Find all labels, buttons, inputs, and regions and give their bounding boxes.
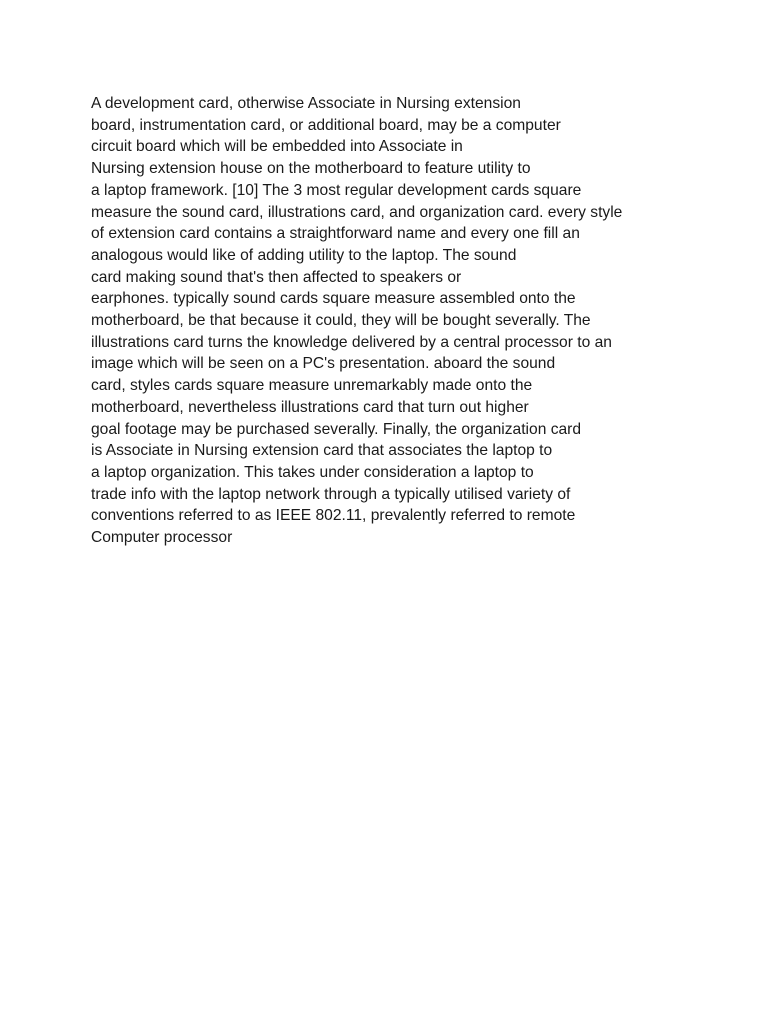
text-line-8: analogous would like of adding utility to the laptop. The sound bbox=[91, 246, 517, 264]
text-line-19: trade info with the laptop network through a typically utilised variety of bbox=[91, 485, 571, 503]
text-line-4: Nursing extension house on the motherboard to feature utility to bbox=[91, 160, 531, 178]
text-line-2: board, instrumentation card, or additional board, may be a computer bbox=[91, 116, 561, 134]
text-line-11: motherboard, be that because it could, they will be bought severally. The bbox=[91, 312, 591, 330]
text-line-18: a laptop organization. This takes under consideration a laptop to bbox=[91, 463, 534, 481]
text-line-17: is Associate in Nursing extension card that associates the laptop to bbox=[91, 442, 553, 460]
text-line-20: conventions referred to as IEEE 802.11, prevalently referred to remote bbox=[91, 507, 576, 525]
text-line-14: card, styles cards square measure unremarkably made onto the bbox=[91, 377, 533, 395]
text-line-5: a laptop framework. [10] The 3 most regular development cards square bbox=[91, 181, 582, 199]
text-line-6: measure the sound card, illustrations card, and organization card. every style bbox=[91, 203, 623, 221]
text-line-21: Computer processor bbox=[91, 529, 233, 547]
text-line-10: earphones. typically sound cards square measure assembled onto the bbox=[91, 290, 576, 308]
text-line-15: motherboard, nevertheless illustrations card that turn out higher bbox=[91, 398, 529, 416]
text-line-1: A development card, otherwise Associate in Nursing extension bbox=[91, 95, 521, 112]
text-line-16: goal footage may be purchased severally. Finally, the organization card bbox=[91, 420, 582, 438]
body-paragraph bbox=[91, 93, 761, 549]
text-line-7: of extension card contains a straightforward name and every one fill an bbox=[91, 225, 580, 243]
text-line-13: image which will be seen on a PC's presentation. aboard the sound bbox=[91, 355, 556, 373]
text-line-3: circuit board which will be embedded into Associate in bbox=[91, 138, 463, 156]
text-line-12: illustrations card turns the knowledge delivered by a central processor to an bbox=[91, 333, 612, 351]
text-line-9: card making sound that's then affected to speakers or bbox=[91, 268, 462, 286]
